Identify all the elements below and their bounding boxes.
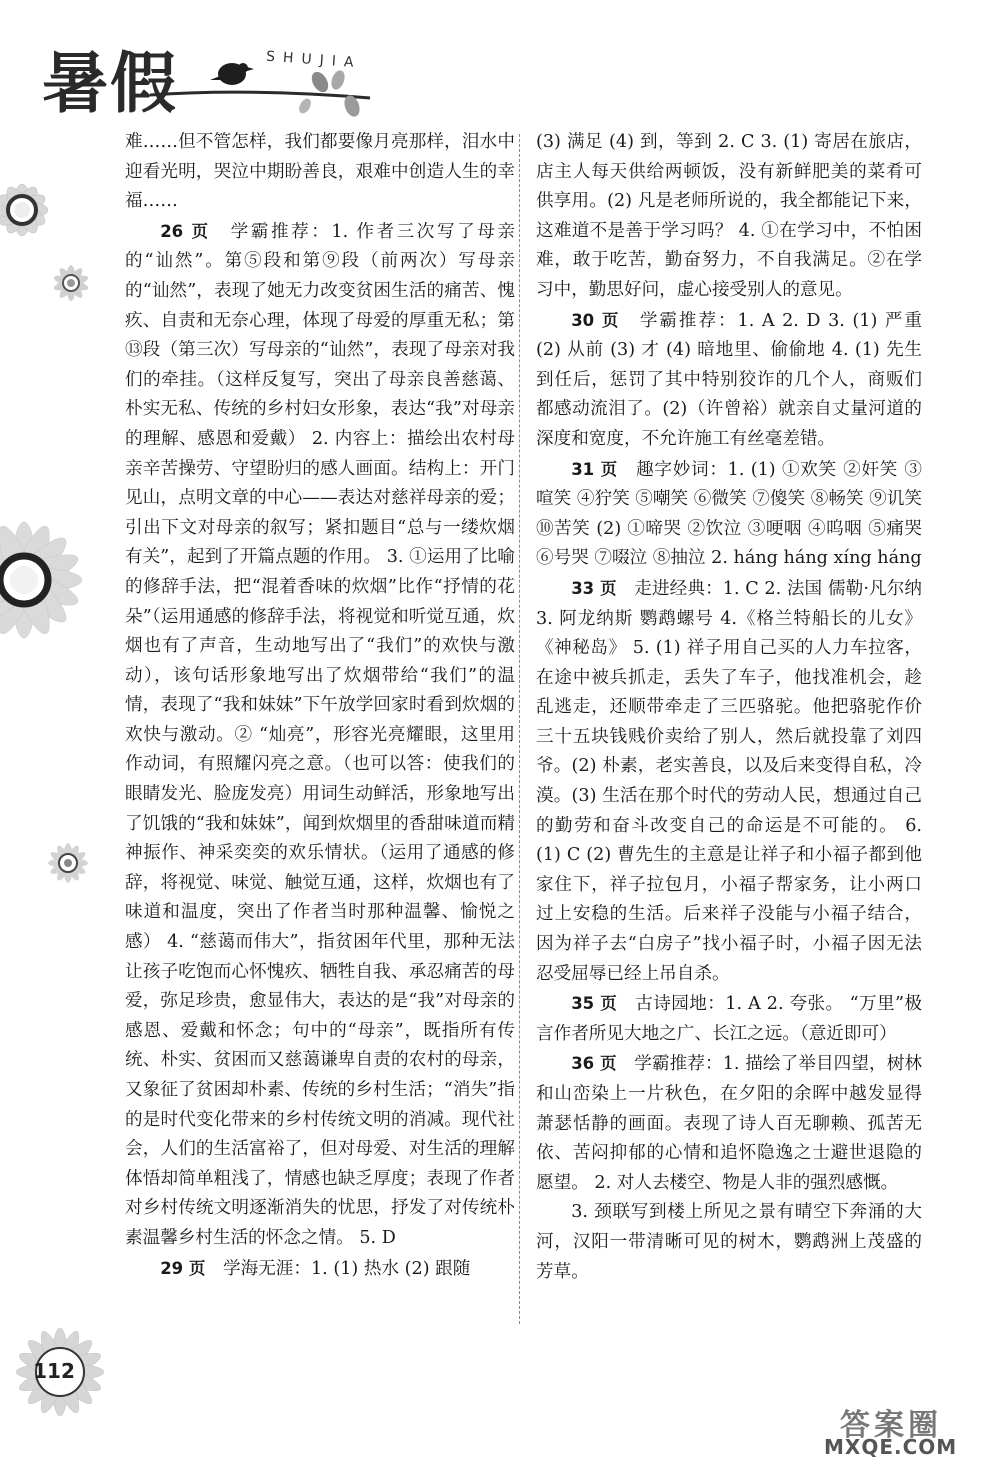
answer-text: 3. 颈联写到楼上所见之景有晴空下奔涌的大河，汉阳一带清晰可见的树木，鹦鹉洲上茂盛的芳草。 — [536, 1202, 922, 1282]
answer-text: 学海无涯：1. (1) 热水 (2) 跟随 — [223, 1258, 471, 1279]
answer-paragraph — [536, 574, 922, 989]
answer-paragraph — [125, 128, 515, 217]
answer-text: 难……但不管怎样，我们都要像月亮那样，泪水中迎看光明，哭泣中期盼善良，艰难中创造人生的幸福…… — [125, 132, 515, 212]
flower-decoration-icon — [0, 160, 70, 260]
answer-text: 学霸推荐：1. 描绘了举目四望，树林和山峦染上一片秋色，在夕阳的余晖中越发显得萧瑟恬静的画面。表现了诗人百无聊赖、孤苦无依、苦闷抑郁的心情和追怀隐逸之士避世退隐的愿望。 2. 对人去楼空、物是人非的强烈感慨。 — [536, 1054, 922, 1193]
answer-paragraph — [536, 306, 922, 455]
answer-paragraph — [536, 1198, 922, 1287]
watermark-url: MXQE.COM — [824, 1435, 958, 1459]
answer-paragraph — [536, 455, 922, 574]
flower-decoration-icon — [0, 490, 110, 670]
answer-paragraph — [536, 989, 922, 1049]
page-reference-label: 30 页 — [571, 310, 621, 330]
left-answer-column — [125, 128, 515, 1284]
answer-paragraph — [536, 1049, 922, 1198]
page-header — [0, 0, 1000, 130]
answer-text: 趣字妙词：1. (1) ①欢笑 ②奸笑 ③喧笑 ④狞笑 ⑤嘲笑 ⑥微笑 ⑦傻笑 ⑧畅笑 ⑨讥笑 ⑩苦笑 (2) ①啼哭 ②饮泣 ③哽咽 ④呜咽 ⑤痛哭 ⑥号哭 ⑦啜泣 ⑧抽泣 2. háng háng xíng háng — [536, 459, 922, 569]
page-reference-label: 36 页 — [571, 1054, 617, 1074]
page-reference-label: 31 页 — [571, 459, 618, 479]
column-divider — [519, 134, 520, 1324]
header-logo-subtitle: SHUJIA — [265, 48, 362, 72]
answer-paragraph — [125, 217, 515, 1254]
answer-text: 走进经典：1. C 2. 法国 儒勒·凡尔纳 3. 阿龙纳斯 鹦鹉螺号 4.《格兰特船长的儿女》《神秘岛》 5. (1) 祥子用自己买的人力车拉客，在途中被兵抓走，丢失了车子，他找准机会，趁乱逃走，还顺带牵走了三匹骆驼。他把骆驼作价三十五块钱贱价卖给了别人，然后就投靠了刘四爷。(2) 朴素，老实善良，以及后来变得自私，冷漠。(3) 生活在那个时代的劳动人民，想通过自己的勤劳和奋斗改变自己的命运是不可能的。 6. (1) C (2) 曹先生的主意是让祥子和小福子都到他家住下，祥子拉包月，小福子帮家务，让小两口过上安稳的生活。后来祥子没能与小福子结合，因为祥子去“白房子”找小福子时，小福子因无法忍受屈辱已经上吊自杀。 — [536, 578, 922, 984]
answer-text: 学霸推荐：1. A 2. D 3. (1) 严重 (2) 从前 (3) 才 (4) 暗地里、偷偷地 4. (1) 先生到任后，惩罚了其中特别狡诈的几个人，商贩们都感动流泪了。(2)（许曾裕）就亲自丈量河道的深度和宽度，不允许施工有丝毫差错。 — [536, 310, 922, 449]
page-reference-label: 29 页 — [160, 1258, 206, 1278]
answer-paragraph — [536, 128, 922, 306]
page-reference-label: 33 页 — [571, 578, 617, 598]
header-logo-text: 暑假 — [42, 45, 178, 122]
watermark-logo: 答案圈 — [840, 1408, 942, 1443]
page-reference-label: 26 页 — [160, 221, 211, 241]
answer-paragraph — [125, 1254, 515, 1285]
right-answer-column — [536, 128, 922, 1287]
answer-text: 古诗园地：1. A 2. 夸张。 “万里”极言作者所见大地之广、长江之远。（意近即可） — [536, 994, 922, 1044]
page-reference-label: 35 页 — [571, 994, 618, 1014]
flower-decoration-icon — [46, 258, 96, 308]
answer-text: (3) 满足 (4) 到，等到 2. C 3. (1) 寄居在旅店，店主人每天供给两顿饭，没有新鲜肥美的菜肴可供享用。(2) 凡是老师所说的，我全都能记下来，这难道不是善于学习吗？ 4. ①在学习中，不怕困难，敢于吃苦，勤奋努力，不自我满足。②在学习中，勤思好问，虚心接受别人的意见。 — [536, 132, 922, 300]
page-number: 112 — [33, 1359, 75, 1383]
flower-decoration-icon — [40, 835, 96, 891]
answer-text: 学霸推荐：1. 作者三次写了母亲的“讪然”。第⑤段和第⑨段（前两次）写母亲的“讪然”，表现了她无力改变贫困生活的痛苦、愧疚、自责和无奈心理，体现了母爱的厚重无私；第⑬段（第三次）写母亲的“讪然”，表现了母亲对我们的牵挂。（这样反复写，突出了母亲良善慈蔼、朴实无私、传统的乡村妇女形象，表达“我”对母亲的理解、感恩和爱戴） 2. 内容上：描绘出农村母亲辛苦操劳、守望盼归的感人画面。结构上：开门见山，点明文章的中心——表达对慈祥母亲的爱；引出下文对母亲的叙写；紧扣题目“总与一缕炊烟有关”，起到了开篇点题的作用。 3. ①运用了比喻的修辞手法，把“混着香味的炊烟”比作“抒情的花朵”（运用通感的修辞手法，将视觉和听觉互通，炊烟也有了声音，生动地写出了“我们”的欢快与激动），该句话形象地写出了炊烟带给“我们”的温情，表现了“我和妹妹”下午放学回家时看到炊烟的欢快与激动。② “灿亮”，形容光亮耀眼，这里用作动词，有照耀闪亮之意。（也可以答：使我们的眼睛发光、脸庞发亮）用词生动鲜活，形象地写出了饥饿的“我和妹妹”，闻到炊烟里的香甜味道而精神振作、神采奕奕的欢乐情状。（运用了通感的修辞，将视觉、味觉、触觉互通，这样，炊烟也有了味道和温度，突出了作者当时那种温馨、愉悦之感） 4. “慈蔼而伟大”，指贫困年代里，那种无法让孩子吃饱而心怀愧疚、牺牲自我、承忍痛苦的母爱，弥足珍贵，愈显伟大，表达的是“我”对母亲的感恩、爱戴和怀念；句中的“母亲”，既指所有传统、朴实、贫困而又慈蔼谦卑自责的农村的母亲，又象征了贫困却朴素、传统的乡村生活；“消失”指的是时代变化带来的乡村传统文明的消减。现代社会，人们的生活富裕了，但对母爱、对生活的理解体悟却简单粗浅了，情感也缺乏厚度；表现了作者对乡村传统文明逐渐消失的忧思，抒发了对传统朴素温馨乡村生活的怀念之情。 5. D — [125, 221, 515, 1248]
